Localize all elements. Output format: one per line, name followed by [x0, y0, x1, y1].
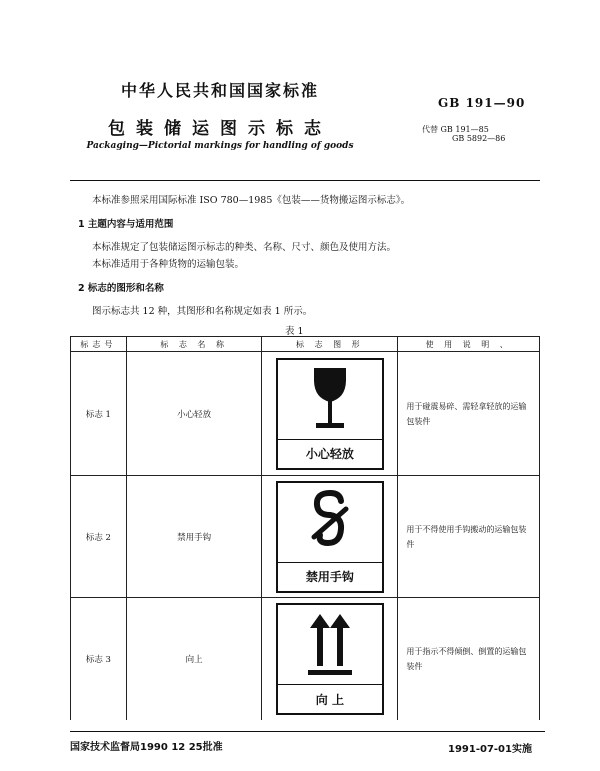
- header-divider: [70, 180, 540, 181]
- usage-note: 用于指示不得倾倒、倒置的运输包装件: [398, 598, 540, 721]
- table-header-row: [71, 337, 540, 352]
- header-mark-name: 标 志 名 称: [126, 337, 262, 352]
- section-1-paragraph-2: 本标准适用于各种货物的运输包装。: [92, 259, 245, 270]
- replaces-label: 代替 GB 191—85: [422, 125, 489, 134]
- english-title: Packaging—Pictorial markings for handling of goods: [86, 141, 354, 151]
- this-way-up-arrows-icon: [278, 605, 382, 684]
- mark-graphic-cell: [262, 598, 398, 721]
- issuing-body-title: 中华人民共和国国家标准: [120, 81, 319, 100]
- page-title: 包装储运图示标志: [108, 119, 332, 139]
- fragile-glass-icon: [278, 360, 382, 439]
- effective-date: 1991-07-01实施: [448, 744, 532, 755]
- mark-number: 标志 3: [71, 598, 127, 721]
- mark-graphic-cell: [262, 476, 398, 598]
- intro-paragraph: 本标准参照采用国际标准 ISO 780—1985《包装——货物搬运图示标志》。: [92, 195, 411, 206]
- mark-caption: 向 上: [278, 684, 382, 713]
- mark-label-box: [276, 603, 384, 715]
- section-1-heading: 1 主题内容与适用范围: [78, 219, 174, 230]
- footer-divider: [70, 731, 545, 732]
- markings-table: [70, 336, 540, 720]
- no-hand-hook-icon: [278, 483, 382, 562]
- standard-number: GB 191—90: [438, 96, 526, 110]
- section-1-paragraph-1: 本标准规定了包装储运图示标志的种类、名称、尺寸、颜色及使用方法。: [92, 242, 397, 253]
- mark-label-box: [276, 358, 384, 470]
- replaces-second: GB 5892—86: [452, 134, 506, 143]
- table-caption: 表 1: [285, 326, 304, 337]
- mark-name: 向上: [126, 598, 262, 721]
- header-mark-no: 标志号: [71, 337, 127, 352]
- table-row: [71, 476, 540, 598]
- mark-name: 小心轻放: [126, 352, 262, 476]
- usage-note: 用于碰震易碎、需轻拿轻放的运输包装件: [398, 352, 540, 476]
- mark-number: 标志 1: [71, 352, 127, 476]
- mark-number: 标志 2: [71, 476, 127, 598]
- mark-label-box: [276, 481, 384, 593]
- table-row: [71, 352, 540, 476]
- mark-name: 禁用手钩: [126, 476, 262, 598]
- table-row: [71, 598, 540, 721]
- header-mark-graphic: 标 志 图 形: [262, 337, 398, 352]
- mark-graphic-cell: [262, 352, 398, 476]
- approval-line: 国家技术监督局1990 12 25批准: [70, 742, 223, 753]
- mark-caption: 禁用手钩: [278, 562, 382, 591]
- usage-note: 用于不得使用手钩搬动的运输包装件: [398, 476, 540, 598]
- section-2-heading: 2 标志的图形和名称: [78, 283, 164, 294]
- header-usage: 使 用 说 明 、: [398, 337, 540, 352]
- section-2-paragraph: 图示标志共 12 种，其图形和名称规定如表 1 所示。: [92, 306, 313, 317]
- mark-caption: 小心轻放: [278, 439, 382, 468]
